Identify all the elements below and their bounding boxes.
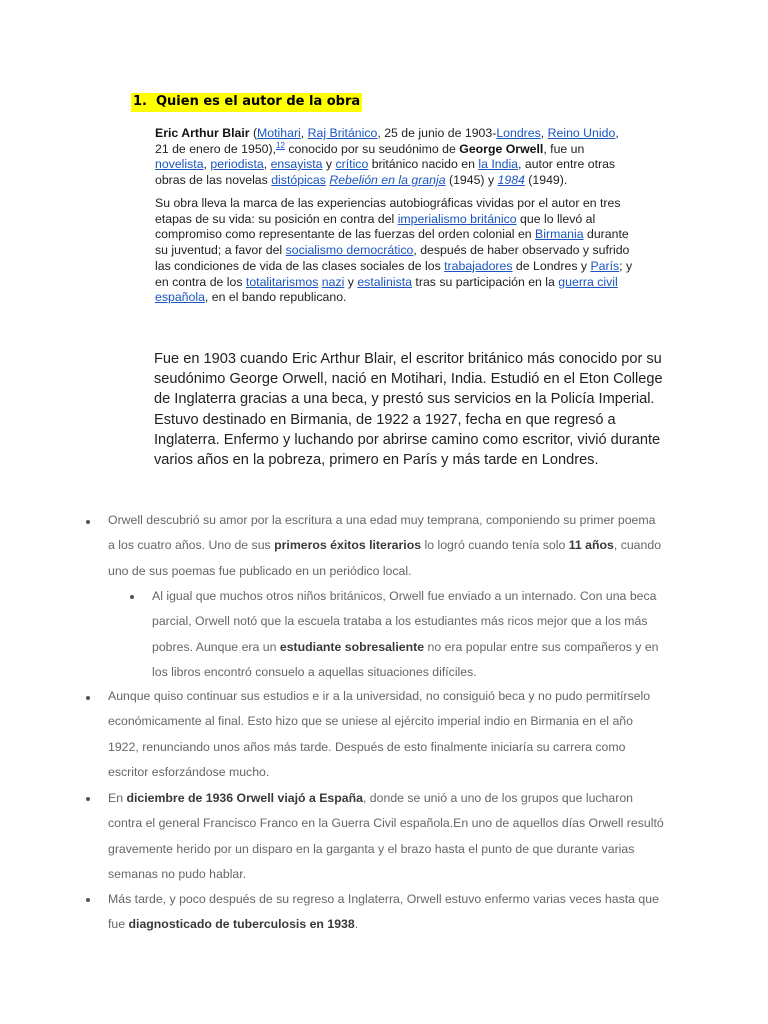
text: británico nacido en: [368, 157, 479, 172]
bullet-dot: [86, 520, 90, 524]
link-distopicas[interactable]: distópicas: [271, 173, 326, 188]
intro-paragraph: [155, 126, 635, 189]
link-reino-unido[interactable]: Reino Unido: [547, 126, 616, 140]
reference-link[interactable]: 12: [276, 140, 285, 150]
link-raj-britanico[interactable]: Raj Británico: [307, 126, 378, 140]
bold-text: diagnosticado de tuberculosis en 1938: [128, 917, 355, 932]
work-paragraph: [155, 196, 635, 306]
link-socialismo-democratico[interactable]: socialismo democrático: [285, 243, 414, 258]
list-item-nested: [152, 584, 664, 685]
text: ,: [263, 157, 271, 172]
text: Al igual que muchos otros niños británicos, Orwell fue enviado a un internado. Con una beca parcial, Orwell notó que la escuela trataba a los estudiantes más ricos mejor que a los más pobres. Aunque era un: [152, 589, 657, 654]
link-periodista[interactable]: periodista: [210, 157, 264, 172]
text: , cuando uno de sus poemas fue publicado en un periódico local.: [108, 538, 662, 578]
text: (: [249, 126, 258, 140]
bold-text: estudiante sobresaliente: [279, 639, 425, 654]
text: ,: [540, 126, 548, 140]
text: y: [344, 274, 358, 289]
bullet-dot: [86, 898, 90, 902]
bold-text: diciembre de 1936 Orwell viajó a España: [126, 791, 363, 805]
text: que lo llevó al compromiso como representante de las fuerzas del orden colonial en: [155, 211, 596, 242]
text: , fue un: [543, 141, 585, 156]
text: , en el bando republicano.: [204, 290, 347, 305]
text: , 25 de junio de 1903-: [377, 126, 497, 140]
author-name: Eric Arthur Blair: [155, 126, 250, 140]
text: ; y en contra de los: [155, 258, 633, 289]
link-totalitarismos[interactable]: totalitarismos: [245, 274, 319, 289]
text: tras su participación en la: [412, 274, 559, 289]
link-la-india[interactable]: la India: [478, 157, 519, 172]
link-nazi[interactable]: nazi: [321, 274, 345, 289]
text: .: [354, 917, 359, 932]
text: lo logró cuando tenía solo: [421, 538, 569, 553]
link-ensayista[interactable]: ensayista: [270, 157, 323, 172]
link-imperialismo-britanico[interactable]: imperialismo británico: [397, 211, 517, 226]
text: Aunque quiso continuar sus estudios e ir a la universidad, no consiguió beca y no pudo permitírselo económicamente al final. Esto hizo que se uniese al ejército imperial indio en Birmania en el año 1922, renunciando unos años más tarde. Después de esto finalmente iniciaría su carrera como escritor esforzándose mucho.: [108, 689, 651, 779]
text: , 21 de enero de 1950),: [155, 126, 619, 156]
link-1984[interactable]: 1984: [497, 173, 525, 188]
list-item: [108, 887, 664, 938]
section-heading: [131, 93, 362, 112]
link-rebelion-en-la-granja[interactable]: Rebelión en la granja: [329, 173, 446, 188]
text: conocido por su seudónimo de: [284, 141, 460, 156]
text: ,: [300, 126, 308, 140]
bold-text: 11 años: [568, 538, 614, 553]
text: En: [108, 791, 127, 805]
pseudonym: George Orwell: [459, 141, 544, 156]
list-item: [108, 684, 664, 785]
link-trabajadores[interactable]: trabajadores: [444, 258, 513, 273]
link-novelista[interactable]: novelista: [155, 157, 204, 172]
text: , autor entre otras obras de las novelas: [155, 157, 616, 188]
bullet-dot: [130, 595, 134, 599]
text: Más tarde, y poco después de su regreso a Inglaterra, Orwell estuvo enfermo varias veces hasta que fue: [108, 892, 659, 932]
link-critico[interactable]: crítico: [335, 157, 369, 172]
text: no era popular entre sus compañeros y en los libros encontró consuelo a aquellas situaciones difíciles.: [152, 639, 659, 679]
text: de Londres y: [512, 258, 591, 273]
text: durante su juventud; a favor del: [155, 227, 629, 258]
link-estalinista[interactable]: estalinista: [357, 274, 413, 289]
link-guerra-civil-espanola[interactable]: guerra civil española: [155, 274, 618, 305]
text: ,: [203, 157, 211, 172]
text: (1945) y: [445, 173, 498, 188]
biography-paragraph: Fue en 1903 cuando Eric Arthur Blair, el escritor británico más conocido por su seudónimo George Orwell, nació en Motihari, India. Estudió en el Eton College de Inglaterra gracias a una beca, y prestó sus servicios en la Policía Imperial. Estuvo destinado en Birmania, de 1922 a 1927, fecha en que regresó a Inglaterra. Enfermo y luchando por abrirse camino como escritor, vivió durante varios años en la pobreza, primero en París y más tarde en Londres.: [154, 351, 663, 469]
link-londres[interactable]: Londres: [496, 126, 541, 140]
link-birmania[interactable]: Birmania: [535, 227, 584, 242]
link-motihari[interactable]: Motihari: [257, 126, 301, 140]
text: (1949).: [524, 173, 568, 188]
bullet-dot: [86, 696, 90, 700]
text: Su obra lleva la marca de las experiencias autobiográficas vividas por el autor en tres etapas de su vida: su posición en contra del: [155, 196, 621, 226]
list-item: [108, 786, 664, 887]
link-paris[interactable]: París: [590, 258, 620, 273]
text: , donde se unió a uno de los grupos que lucharon contra el general Francisco Franco en la Guerra Civil española.En uno de aquellos días Orwell resultó gravemente herido por un disparo en la garganta y el brazo hasta el punto de que durante varias semanas no pudo hablar.: [108, 791, 664, 881]
list-item: [108, 508, 664, 584]
heading-number: 1.: [133, 94, 147, 109]
heading-text: Quien es el autor de la obra: [155, 94, 361, 109]
text: , después de haber observado y sufrido las condiciones de vida de las clases sociales de los: [155, 243, 630, 273]
bullet-dot: [86, 797, 90, 801]
text: y: [322, 157, 336, 172]
text: Orwell descubrió su amor por la escritura a una edad muy temprana, componiendo su primer poema a los cuatro años. Uno de sus: [108, 513, 656, 553]
bold-text: primeros éxitos literarios: [274, 538, 422, 553]
